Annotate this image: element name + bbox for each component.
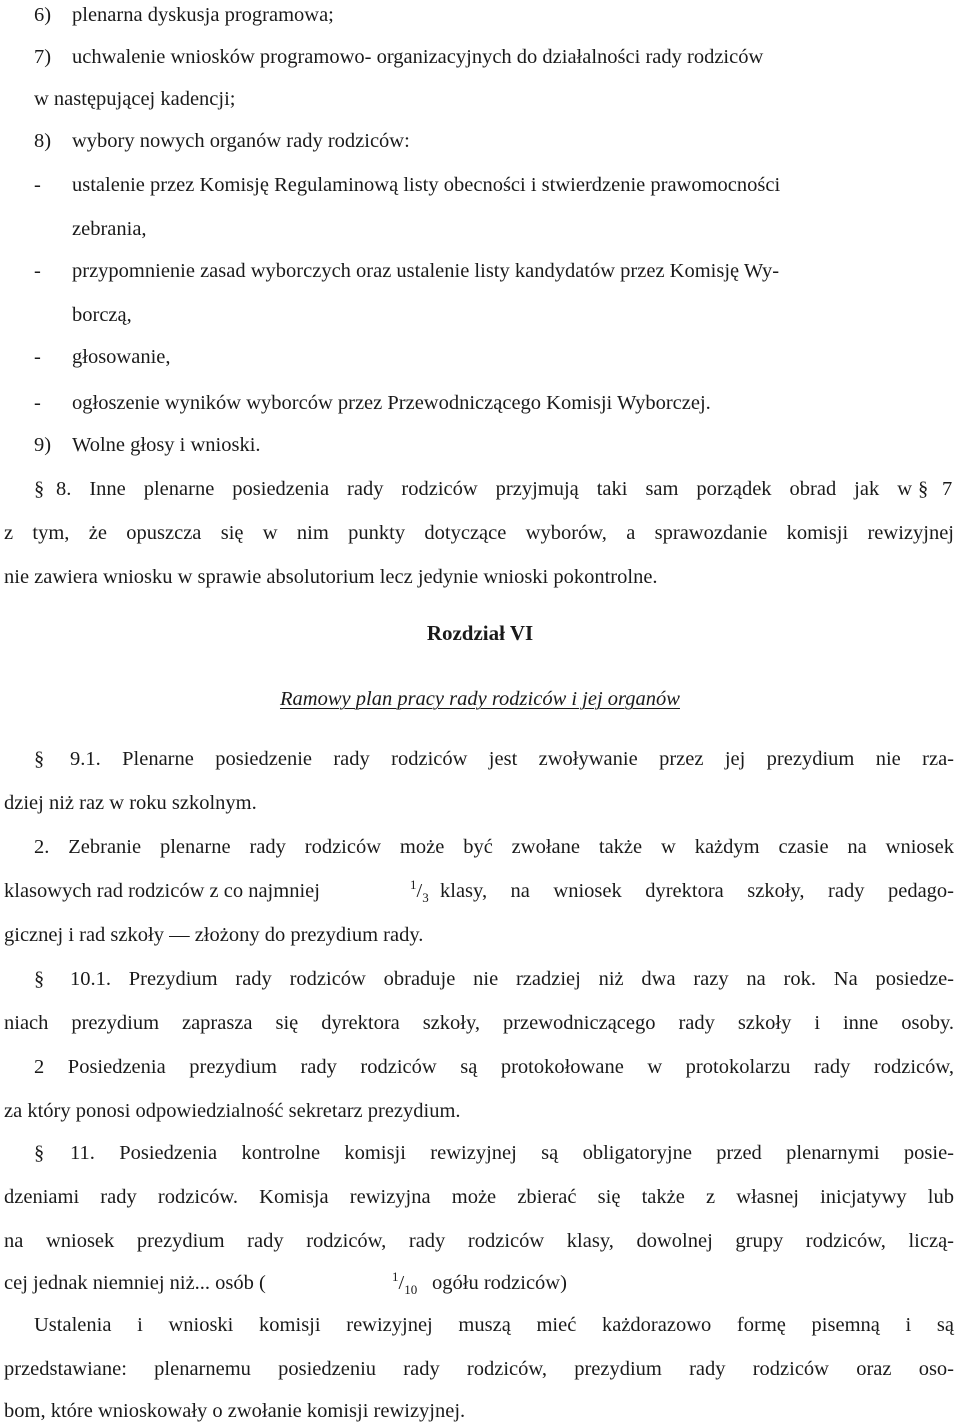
chapter-subtitle-text: Ramowy plan pracy rady rodziców i jej organów xyxy=(280,688,680,710)
list-text: zebrania, xyxy=(72,218,147,240)
chapter-title: Rozdział VI xyxy=(426,621,534,645)
paragraph-text: za który ponosi odpowiedzialność sekretarz prezydium. xyxy=(4,1100,461,1122)
section-sign: § xyxy=(34,478,45,500)
section-sign: § xyxy=(34,1142,45,1164)
fraction-slash: / xyxy=(398,1272,405,1294)
para-11-line-3: na wniosek prezydium rady rodziców, rady rodziców klasy, dowolnej grupy rodziców, liczą- xyxy=(4,1230,954,1252)
chapter-subtitle xyxy=(0,686,960,712)
fraction-slash: / xyxy=(416,880,423,902)
list-dash: - xyxy=(34,174,41,196)
paragraph-text: 9.1. Plenarne posiedzenie rady rodziców jest zwoływanie przez jej prezydium nie rza- xyxy=(70,748,954,770)
list-text: wybory nowych organów rady rodziców: xyxy=(72,130,410,152)
fraction xyxy=(410,878,429,904)
list-text: ogłoszenie wyników wyborców przez Przewodniczącego Komisji Wyborczej. xyxy=(72,392,711,414)
paragraph-text: dziej niż raz w roku szkolnym. xyxy=(4,792,257,814)
list-dash: - xyxy=(34,260,41,282)
paragraph-text: klasowych rad rodziców z co najmniej xyxy=(4,880,320,902)
paragraph-text: 2. Zebranie plenarne rady rodziców może być zwołane także w każdym czasie na wniosek xyxy=(34,836,954,858)
list-text: uchwalenie wniosków programowo- organizacyjnych do działalności rady rodziców xyxy=(72,46,764,68)
fraction-numerator: 1 xyxy=(410,877,417,893)
list-dash: - xyxy=(34,346,41,368)
list-number: 6) xyxy=(34,4,52,26)
paragraph-text: gicznej i rad szkoły — złożony do prezydium rady. xyxy=(4,924,424,946)
paragraph-text: 8. Inne plenarne posiedzenia rady rodziców przyjmują taki sam porządek obrad jak w xyxy=(56,478,912,500)
paragraph-text: klasy, na wniosek dyrektora szkoły, rady pedago- xyxy=(440,880,954,902)
paragraph-text: 2 Posiedzenia prezydium rady rodziców są protokołowane w protokolarzu rady rodziców, xyxy=(34,1056,954,1078)
fraction-denominator: 10 xyxy=(404,1282,418,1298)
list-number: 7) xyxy=(34,46,52,68)
paragraph-text: Ustalenia i wnioski komisji rewizyjnej muszą mieć każdorazowo formę pisemną i są xyxy=(34,1314,954,1336)
paragraph-text: nie zawiera wniosku w sprawie absolutorium lecz jedynie wnioski pokontrolne. xyxy=(4,566,658,588)
list-text: borczą, xyxy=(72,304,132,326)
list-text: przypomnienie zasad wyborczych oraz ustalenie listy kandydatów przez Komisję Wy- xyxy=(72,260,780,282)
list-text: w następującej kadencji; xyxy=(34,88,236,110)
paragraph-text: 11. Posiedzenia kontrolne komisji rewizyjnej są obligatoryjne przed plenarnymi posie- xyxy=(70,1142,954,1164)
section-sign: § xyxy=(918,478,929,500)
para-11-2-line-2: przedstawiane: plenarnemu posiedzeniu rady rodziców, prezydium rady rodziców oraz oso- xyxy=(4,1358,954,1380)
list-text: Wolne głosy i wnioski. xyxy=(72,434,261,456)
list-dash: - xyxy=(34,392,41,414)
paragraph-text: cej jednak niemniej niż... osób ( xyxy=(4,1272,266,1294)
list-text: głosowanie, xyxy=(72,346,171,368)
list-text: plenarna dyskusja programowa; xyxy=(72,4,334,26)
para-11-line-2: dzeniami rady rodziców. Komisja rewizyjna może zbierać się także z własnej inicjatywy lub xyxy=(4,1186,954,1208)
section-sign: § xyxy=(34,748,45,770)
list-number: 8) xyxy=(34,130,52,152)
section-sign: § xyxy=(34,968,45,990)
section-ref: 7 xyxy=(942,478,953,500)
paragraph-text: bom, które wnioskowały o zwołanie komisji rewizyjnej. xyxy=(4,1400,466,1422)
fraction-denominator: 3 xyxy=(422,890,429,906)
fraction xyxy=(392,1270,417,1296)
para-10-line-2: niach prezydium zaprasza się dyrektora szkoły, przewodniczącego rady szkoły i inne osoby. xyxy=(4,1012,954,1034)
paragraph-text: 10.1. Prezydium rady rodziców obraduje nie rzadziej niż dwa razy na rok. Na posiedze- xyxy=(70,968,954,990)
para-8-line-2: z tym, że opuszcza się w nim punkty dotyczące wyborów, a sprawozdanie komisji rewizyjnej xyxy=(4,522,954,544)
list-text: ustalenie przez Komisję Regulaminową listy obecności i stwierdzenie prawomocności xyxy=(72,174,781,196)
paragraph-text: ogółu rodziców) xyxy=(432,1272,567,1294)
fraction-numerator: 1 xyxy=(392,1269,399,1285)
list-number: 9) xyxy=(34,434,52,456)
